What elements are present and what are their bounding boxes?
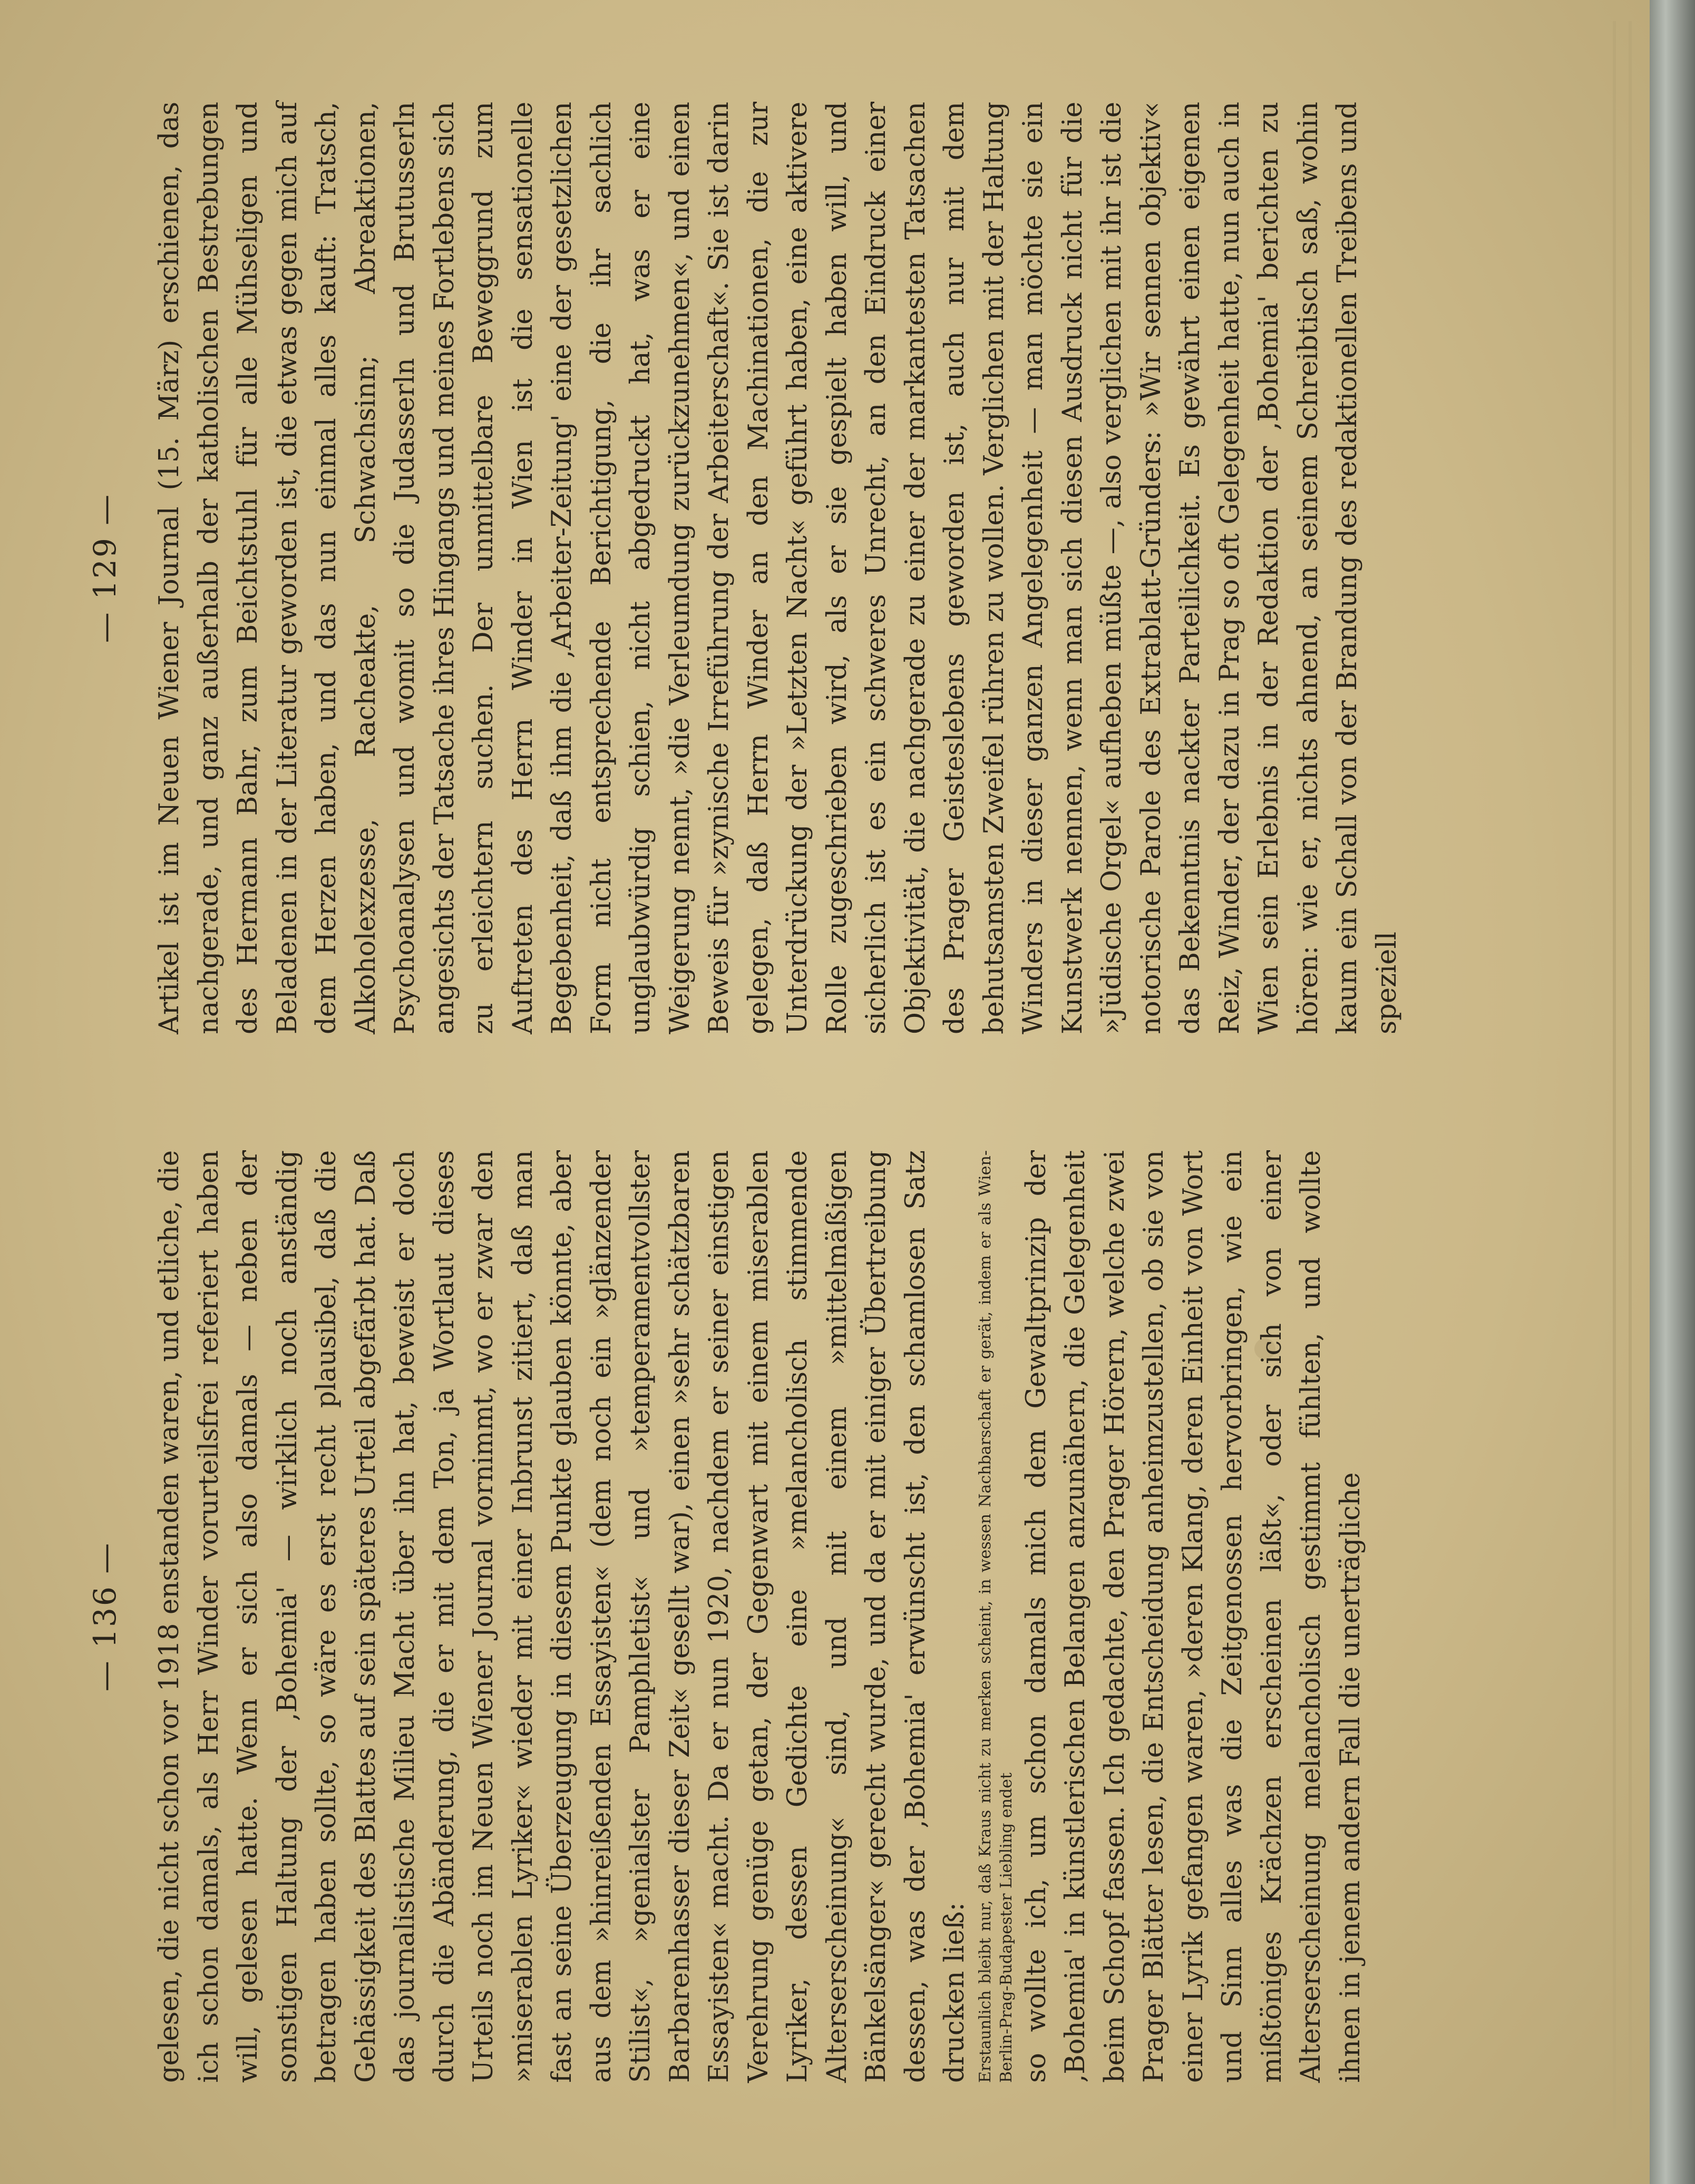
left-page — [87, 1150, 1563, 2083]
rotated-spread — [87, 102, 1563, 2083]
paragraph: so wollte ich, um schon damals mich dem Gewaltprinzip der ‚Bohemia' in künstlerischen Belangen anzunähern, die Gelegenheit beim Schopf fassen. Ich gedachte, den Prager Hörern, welche zwei Prager Blätter lesen, die Entscheidung anheimzustellen, ob sie von einer Lyrik gefangen waren, »deren Klang, deren Einheit von Wort und Sinn alles was die Zeitgenossen hervorbringen, wie ein mißtöniges Krächzen erscheinen läßt«, oder sich von einer Alterserscheinung melancholisch gestimmt fühlten, und wollte ihnen in jenem andern Fall die unerträgliche — [1020, 1150, 1366, 2083]
right-column — [150, 102, 1407, 1034]
left-column — [150, 1150, 1370, 2083]
paragraph: Artikel ist im Neuen Wiener Journal (15. März) erschienen, das nachgerade, und ganz außerhalb der katholischen Bestrebungen des Hermann Bahr, zum Beichtstuhl für alle Mühseligen und Beladenen in der Literatur geworden ist, die etwas gegen mich auf dem Herzen haben, und das nun einmal alles kauft: Tratsch, Alkoholexzesse, Racheakte, Schwachsinn; Abreaktionen, Psychoanalysen und womit so die Judasserln und Brutusserln angesichts der Tatsache ihres Hingangs und meines Fortlebens sich zu erleichtern suchen. Der unmittelbare Beweggrund zum Auftreten des Herrn Winder in Wien ist die sensationelle Begebenheit, daß ihm die ‚Arbeiter-Zeitung' eine der gesetzlichen Form nicht entsprechende Berichtigung, die ihr sachlich unglaubwürdig schien, nicht abgedruckt hat, was er eine Weigerung nennt, »die Verleumdung zurückzunehmen«, und einen Beweis für »zynische Irreführung der Arbeiterschaft«. Sie ist darin gelegen, daß Herrn Winder an den Machinationen, die zur Unterdrückung der »Letzten Nacht« geführt haben, eine aktivere Rolle zugeschrieben wird, als er sie gespielt haben will, und sicherlich ist es ein schweres Unrecht, an den Eindruck einer Objektivität, die nachgerade zu einer der markantesten Tatsachen des Prager Geisteslebens geworden ist, auch nur mit dem behutsamsten Zweifel rühren zu wollen. Verglichen mit der Haltung Winders in dieser ganzen Angelegenheit — man möchte sie ein Kunstwerk nennen, wenn man sich diesen Ausdruck nicht für die »Jüdische Orgel« aufheben müßte —, also verglichen mit ihr ist die notorische Parole des Extrablatt-Gründers: »Wir sennen objektiv« das Bekenntnis nackter Parteilichkeit. Es gewährt einen eigenen Reiz, Winder, der dazu in Prag so oft Gelegenheit hatte, nun auch in Wien sein Erlebnis in der Redaktion der ‚Bohemia' berichten zu hören: wie er, nichts ahnend, an seinem Schreibtisch saß, wohin kaum ein Schall von der Brandung des redaktionellen Treibens und speziell — [154, 101, 1402, 1034]
page-edge — [1629, 21, 1632, 2129]
page-number: — 136 — — [87, 1541, 123, 1691]
book-binding — [1650, 0, 1695, 2184]
right-page — [87, 102, 1563, 1034]
page-edge — [1613, 21, 1616, 2129]
paragraph: gelesen, die nicht schon vor 1918 enstanden waren, und etliche, die ich schon damals, als Herr Winder vorurteilsfrei referiert haben will, gelesen hatte. Wenn er sich also damals — neben der sonstigen Haltung der ‚Bohemia' — wirklich noch anständig betragen haben sollte, so wäre es erst recht plausibel, daß die Gehässigkeit des Blattes auf sein späteres Urteil abgefärbt hat. Daß das journalistische Milieu Macht über ihn hat, beweist er doch durch die Abänderung, die er mit dem Ton, ja Wortlaut dieses Urteils noch im Neuen Wiener Journal vornimmt, wo er zwar den »miserablen Lyriker« wieder mit einer Inbrunst zitiert, daß man fast an seine Überzeugung in diesem Punkte glauben könnte, aber aus dem »hinreißenden Essayisten« (dem noch ein »glänzender Stilist«, »genialster Pamphletist« und »temperamentvollster Barbarenhasser dieser Zeit« gesellt war), einen »sehr schätzbaren Essayisten« macht. Da er nun 1920, nachdem er seiner einstigen Verehrung genüge getan, der Gegenwart mit einem miserablen Lyriker, dessen Gedichte eine »melancholisch stimmende Alterserscheinung« sind, und mit einem »mittelmäßigen Bänkelsänger« gerecht wurde, und da er mit einiger Übertreibung dessen, was der ‚Bohemia' erwünscht ist, den schamlosen Satz drucken ließ: — [154, 1150, 970, 2083]
footnote: Erstaunlich bleibt nur, daß Kraus nicht zu merken scheint, in wessen Nachbarschaft er gerät, indem er als Wien-Berlin-Prag-Budapester Liebling endet — [976, 1150, 1016, 2083]
page-number: — 129 — — [87, 493, 123, 643]
